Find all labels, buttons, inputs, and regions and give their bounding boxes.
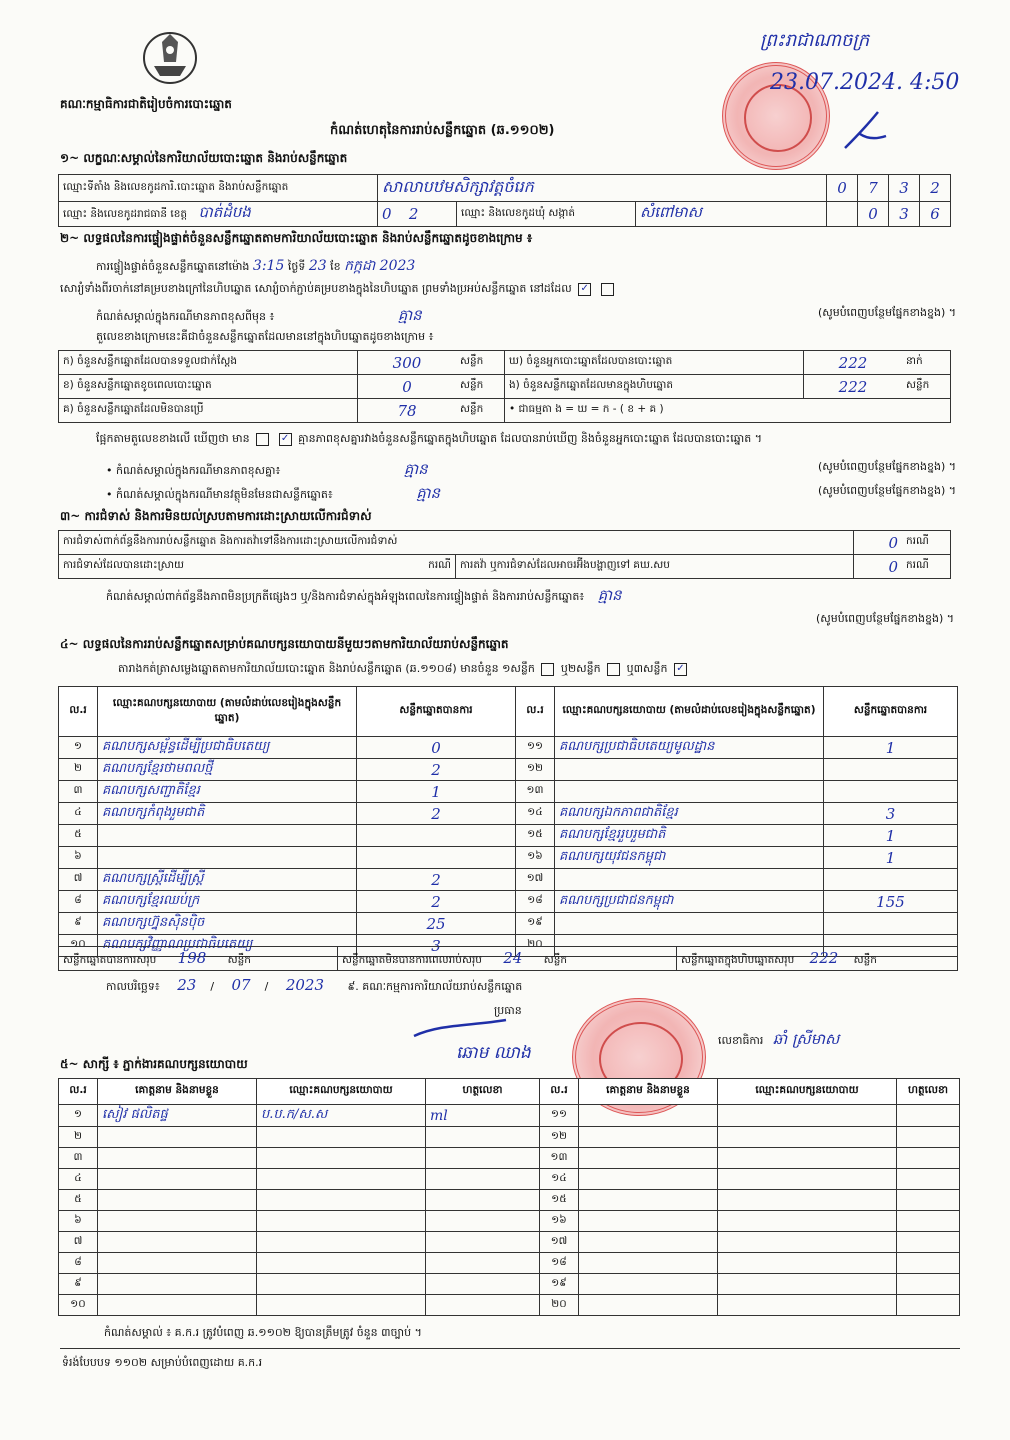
right-votes-cell bbox=[824, 759, 958, 781]
right-votes-cell: 1 bbox=[824, 737, 958, 759]
w-right-name-cell bbox=[579, 1253, 718, 1274]
escalated-value: 0 bbox=[854, 555, 903, 579]
right-votes-cell: 1 bbox=[824, 825, 958, 847]
w-right-party-cell bbox=[718, 1295, 897, 1316]
left-party-cell: គណបក្សសម្ព័ន្ធដើម្បីប្រជាធិបតេយ្យ bbox=[98, 737, 357, 759]
total-valid-unit: សន្លឹក bbox=[227, 953, 251, 966]
w-left-sign-cell bbox=[426, 1295, 540, 1316]
w-left-party-cell bbox=[257, 1211, 426, 1232]
objections-note-label: កំណត់សម្គាល់ពាក់ព័ន្ធនឹងភាពមិនប្រក្រតីផ្សេងៗ ឬ/និងការជំទាស់ក្នុងអំឡុងពេលនៃការផ្ទៀងផ្ទាត់ និងការរាប់សន្លឹកឆ្នោត៖ bbox=[106, 590, 585, 603]
date-day: 23 bbox=[177, 976, 197, 994]
left-party-cell bbox=[98, 825, 357, 847]
objections-fill-note: (សូមបំពេញបន្ថែមផ្នែកខាងខ្នង) ។ bbox=[815, 612, 954, 625]
objections-table bbox=[58, 530, 951, 579]
w-left-name-cell bbox=[98, 1169, 257, 1190]
w-right-sign-cell bbox=[897, 1169, 960, 1190]
right-votes-cell: 1 bbox=[824, 847, 958, 869]
section1-heading: ១~ លក្ខណៈសម្គាល់នៃការិយាល័យបោះឆ្នោត និងរាប់សន្លឹកឆ្នោត bbox=[60, 151, 348, 165]
sheets-opt3: ឬ៣សន្លឹក bbox=[626, 662, 668, 675]
w-right-sign-cell bbox=[897, 1274, 960, 1295]
left-votes-cell: 2 bbox=[357, 803, 516, 825]
station-code-1: 0 bbox=[827, 175, 858, 202]
form-title: កំណត់ហេតុនៃការរាប់សន្លឹកឆ្នោត (ឆ.១១០២) bbox=[330, 123, 555, 138]
w-right-no-cell: ២០ bbox=[540, 1295, 579, 1316]
verify-line-2 bbox=[60, 282, 950, 298]
date-line: កាលបរិច្ឆេទ៖ 23 / 07 / 2023 ៩. គណៈកម្មការការិយាល័យរាប់សន្លឹកឆ្នោត bbox=[106, 976, 523, 994]
w-left-sign-cell bbox=[426, 1148, 540, 1169]
section5-heading: ៥~ សាក្សី ៖ ភ្នាក់ងារគណបក្សនយោបាយ bbox=[60, 1057, 248, 1071]
w-left-name-cell bbox=[98, 1232, 257, 1253]
secretary-line bbox=[718, 1030, 839, 1052]
note1-value: គ្មាន bbox=[403, 460, 428, 478]
result-row bbox=[59, 781, 958, 803]
left-party-cell: គណបក្សកំពុងរួមជាតិ bbox=[98, 803, 357, 825]
w-left-name-cell bbox=[98, 1148, 257, 1169]
unchanged-checkbox[interactable]: ✓ bbox=[578, 283, 591, 296]
left-no-cell: ៦ bbox=[59, 847, 98, 869]
total-box bbox=[677, 947, 958, 971]
w-left-party-cell: ប.ប.ក/ស.ស bbox=[257, 1105, 426, 1127]
w-left-name-cell bbox=[98, 1190, 257, 1211]
w-right-sign-cell bbox=[897, 1253, 960, 1274]
right-party-cell: គណបក្សឯកភាពជាតិខ្មែរ bbox=[555, 803, 824, 825]
left-party-cell: គណបក្សស្ត្រីដើម្បីស្ត្រី bbox=[98, 869, 357, 891]
formula-label: • ជាធម្មតា ង = ឃ = ក - ( ខ + គ ) bbox=[505, 399, 951, 423]
left-votes-cell: 1 bbox=[357, 781, 516, 803]
w-right-name-cell bbox=[579, 1274, 718, 1295]
station-code-2: 7 bbox=[858, 175, 889, 202]
left-votes-cell: 3 bbox=[357, 935, 516, 957]
w-right-no-cell: ១៧ bbox=[540, 1232, 579, 1253]
left-votes-cell bbox=[357, 847, 516, 869]
compare-text: ផ្អែកតាមតួលេខខាងលើ ឃើញថា មាន bbox=[96, 432, 250, 445]
left-party-cell: គណបក្សខ្មែរថាមពលថ្មី bbox=[98, 759, 357, 781]
w-col-sign-right: ហត្ថលេខា bbox=[897, 1079, 960, 1105]
w-right-party-cell bbox=[718, 1127, 897, 1148]
right-no-cell: ១២ bbox=[516, 759, 555, 781]
w-right-name-cell bbox=[579, 1148, 718, 1169]
w-right-name-cell bbox=[579, 1190, 718, 1211]
witness-row bbox=[59, 1232, 960, 1253]
w-col-party-left: ឈ្មោះគណបក្សនយោបាយ bbox=[257, 1079, 426, 1105]
received-value: 300 bbox=[358, 351, 457, 375]
witness-row bbox=[59, 1253, 960, 1274]
objections-row1-unit: ករណី bbox=[902, 531, 951, 555]
chair-label: ប្រធាន bbox=[494, 1004, 522, 1017]
col-no-left: ល.រ bbox=[59, 687, 98, 737]
col-party-left: ឈ្មោះគណបក្សនយោបាយ (តាមលំដាប់លេខរៀងក្នុងសន្លឹកឆ្នោត) bbox=[98, 687, 357, 737]
section4-heading: ៤~ លទ្ធផលនៃការរាប់សន្លឹកឆ្នោតសម្រាប់គណបក្សនយោបាយនីមួយៗតាមការិយាល័យរាប់សន្លឹកឆ្នោត bbox=[60, 637, 509, 651]
w-right-party-cell bbox=[718, 1105, 897, 1127]
commune-code-1: 0 bbox=[858, 202, 889, 227]
section3-heading: ៣~ ការជំទាស់ និងការមិនយល់ស្របតាមការដោះស្រាយលើការជំទាស់ bbox=[60, 509, 372, 523]
objections-row1-label: ការជំទាស់ពាក់ព័ន្ធនឹងការរាប់សន្លឹកឆ្នោត និងការតវ៉ាទៅនឹងការដោះស្រាយលើការជំទាស់ bbox=[59, 531, 854, 555]
witness-row bbox=[59, 1148, 960, 1169]
w-left-party-cell bbox=[257, 1295, 426, 1316]
province-code-2: 2 bbox=[408, 205, 419, 223]
right-votes-cell: 3 bbox=[824, 803, 958, 825]
w-left-no-cell: ២ bbox=[59, 1127, 98, 1148]
reason-fill-note: (សូមបំពេញបន្ថែមផ្នែកខាងខ្នង) ។ bbox=[817, 306, 956, 319]
w-left-party-cell bbox=[257, 1253, 426, 1274]
w-right-name-cell bbox=[579, 1211, 718, 1232]
date-month: 07 bbox=[231, 976, 251, 994]
objections-row1-value: 0 bbox=[854, 531, 903, 555]
w-col-party-right: ឈ្មោះគណបក្សនយោបាយ bbox=[718, 1079, 897, 1105]
left-votes-cell: 0 bbox=[357, 737, 516, 759]
col-votes-left: សន្លឹកឆ្នោតបានការ bbox=[357, 687, 516, 737]
stamp-note: ព្រះរាជាណាចក្រ bbox=[760, 30, 870, 51]
two-sheets-checkbox[interactable] bbox=[607, 663, 620, 676]
verify-day: 23 bbox=[308, 258, 327, 274]
left-party-cell: គណបក្សហ្វ៊ុនស៊ិនប៉ិច bbox=[98, 913, 357, 935]
w-right-no-cell: ១៩ bbox=[540, 1274, 579, 1295]
total-invalid bbox=[338, 947, 677, 971]
escalated-unit: ករណី bbox=[902, 555, 951, 579]
w-right-no-cell: ១១ bbox=[540, 1105, 579, 1127]
reason-line bbox=[96, 306, 956, 328]
witness-row bbox=[59, 1169, 960, 1190]
w-left-sign-cell: ml bbox=[426, 1105, 540, 1127]
w-right-sign-cell bbox=[897, 1211, 960, 1232]
witness-table bbox=[58, 1078, 960, 1316]
right-no-cell: ១៦ bbox=[516, 847, 555, 869]
right-party-cell: គណបក្សប្រជាជនកម្ពុជា bbox=[555, 891, 824, 913]
w-right-party-cell bbox=[718, 1232, 897, 1253]
col-votes-right: សន្លឹកឆ្នោតបានការ bbox=[824, 687, 958, 737]
col-party-right: ឈ្មោះគណបក្សនយោបាយ (តាមលំដាប់លេខរៀងក្នុងសន្លឹកឆ្នោត) bbox=[555, 687, 824, 737]
note1-fill-note: (សូមបំពេញបន្ថែមផ្នែកខាងខ្នង) ។ bbox=[817, 460, 956, 473]
w-col-name-left: គោត្តនាម និងនាមខ្លួន bbox=[98, 1079, 257, 1105]
right-no-cell: ២០ bbox=[516, 935, 555, 957]
signature-mark bbox=[840, 108, 890, 158]
date-year: 2023 bbox=[285, 976, 324, 994]
right-party-cell: គណបក្សយុវជនកម្ពុជា bbox=[555, 847, 824, 869]
objections-note-line bbox=[106, 586, 956, 608]
province-label bbox=[59, 202, 378, 227]
right-party-cell bbox=[555, 781, 824, 803]
w-right-no-cell: ១៣ bbox=[540, 1148, 579, 1169]
sheets-opt2: ឬ២សន្លឹក bbox=[560, 662, 601, 675]
left-votes-cell bbox=[357, 825, 516, 847]
left-votes-cell: 2 bbox=[357, 759, 516, 781]
w-right-sign-cell bbox=[897, 1127, 960, 1148]
w-left-party-cell bbox=[257, 1127, 426, 1148]
total-valid bbox=[59, 947, 338, 971]
footer-divider bbox=[60, 1348, 960, 1349]
secretary-label: លេខាធិការ bbox=[718, 1034, 764, 1047]
result-row bbox=[59, 803, 958, 825]
sheets-text: តារាងកត់ត្រាសម្លេងឆ្នោតតាមការិយាល័យបោះឆ្នោត និងរាប់សន្លឹកឆ្នោត (ឆ.១១០៨) មានចំនួន ១សន្លឹក bbox=[118, 662, 535, 675]
w-right-sign-cell bbox=[897, 1105, 960, 1127]
note2-value: គ្មាន bbox=[416, 484, 441, 502]
verify-time: 3:15 bbox=[252, 258, 285, 274]
w-left-sign-cell bbox=[426, 1190, 540, 1211]
w-col-sign-left: ហត្ថលេខា bbox=[426, 1079, 540, 1105]
w-left-no-cell: ៨ bbox=[59, 1253, 98, 1274]
note2-fill-note: (សូមបំពេញបន្ថែមផ្នែកខាងខ្នង) ។ bbox=[817, 484, 956, 497]
total-box-unit: សន្លឹក bbox=[853, 953, 877, 966]
w-left-no-cell: ៥ bbox=[59, 1190, 98, 1211]
total-valid-value: 198 bbox=[177, 948, 207, 967]
changed-checkbox[interactable] bbox=[601, 283, 614, 296]
right-votes-cell: 155 bbox=[824, 891, 958, 913]
right-votes-cell bbox=[824, 869, 958, 891]
section2-heading: ២~ លទ្ធផលនៃការផ្ទៀងផ្ទាត់ចំនួនសន្លឹកឆ្នោតតាមការិយាល័យបោះឆ្នោត និងរាប់សន្លឹកឆ្នោតដូចខាងក្រោម ៖ bbox=[60, 231, 533, 245]
right-no-cell: ១៨ bbox=[516, 891, 555, 913]
w-right-party-cell bbox=[718, 1169, 897, 1190]
left-no-cell: ៨ bbox=[59, 891, 98, 913]
total-invalid-unit: សន្លឹក bbox=[543, 953, 568, 966]
left-no-cell: ៤ bbox=[59, 803, 98, 825]
spoiled-label: ខ) ចំនួនសន្លឹកឆ្នោតខូចពេលបោះឆ្នោត bbox=[59, 375, 358, 399]
date-label: កាលបរិច្ឆេទ៖ bbox=[106, 980, 160, 993]
total-invalid-label: សន្លឹកឆ្នោតមិនបានការពេលរាប់សរុប bbox=[342, 953, 482, 966]
witness-row bbox=[59, 1274, 960, 1295]
witness-row bbox=[59, 1105, 960, 1127]
w-left-name-cell bbox=[98, 1274, 257, 1295]
witness-row bbox=[59, 1127, 960, 1148]
result-row bbox=[59, 847, 958, 869]
left-no-cell: ១ bbox=[59, 737, 98, 759]
province-label-text: ឈ្មោះ និងលេខកូដរាជធានី ខេត្ត bbox=[63, 208, 188, 220]
province-value: បាត់ដំបង bbox=[198, 203, 251, 221]
w-left-sign-cell bbox=[426, 1274, 540, 1295]
w-right-no-cell: ១៦ bbox=[540, 1211, 579, 1232]
right-party-cell bbox=[555, 913, 824, 935]
spoiled-unit: សន្លឹក bbox=[456, 375, 505, 399]
voters-unit: នាក់ bbox=[902, 351, 951, 375]
w-right-party-cell bbox=[718, 1253, 897, 1274]
committee-label: ៩. គណៈកម្មការការិយាល័យរាប់សន្លឹកឆ្នោត bbox=[347, 980, 523, 993]
w-right-party-cell bbox=[718, 1274, 897, 1295]
w-left-no-cell: ១ bbox=[59, 1105, 98, 1127]
w-right-name-cell bbox=[579, 1127, 718, 1148]
left-party-cell: គណបក្សខ្មែរឈប់ក្រ bbox=[98, 891, 357, 913]
right-votes-cell bbox=[824, 781, 958, 803]
left-no-cell: ៩ bbox=[59, 913, 98, 935]
w-right-no-cell: ១៤ bbox=[540, 1169, 579, 1190]
commune-value: សំពៅមាស bbox=[636, 202, 827, 227]
w-right-name-cell bbox=[579, 1105, 718, 1127]
province-code-1: 0 bbox=[382, 205, 392, 223]
w-left-sign-cell bbox=[426, 1127, 540, 1148]
emblem-icon bbox=[140, 28, 200, 86]
result-row bbox=[59, 825, 958, 847]
w-left-party-cell bbox=[257, 1190, 426, 1211]
w-left-no-cell: ៧ bbox=[59, 1232, 98, 1253]
w-left-sign-cell bbox=[426, 1253, 540, 1274]
note2-line bbox=[106, 484, 956, 506]
commune-code-2: 3 bbox=[889, 202, 920, 227]
station-code-3: 3 bbox=[889, 175, 920, 202]
w-right-sign-cell bbox=[897, 1232, 960, 1253]
result-row bbox=[59, 913, 958, 935]
totals-table bbox=[58, 946, 958, 971]
counts-table bbox=[58, 350, 951, 423]
w-col-no-right: ល.រ bbox=[540, 1079, 579, 1105]
left-votes-cell: 2 bbox=[357, 869, 516, 891]
w-right-sign-cell bbox=[897, 1190, 960, 1211]
stamp-datetime: 23.07.2024. 4:50 bbox=[770, 70, 960, 95]
total-box-value: 222 bbox=[809, 948, 839, 967]
result-row bbox=[59, 759, 958, 781]
w-left-name-cell: សៀវ ផលិតផ្ទ bbox=[98, 1105, 257, 1127]
witness-row bbox=[59, 1190, 960, 1211]
left-no-cell: ២ bbox=[59, 759, 98, 781]
result-row bbox=[59, 891, 958, 913]
w-right-no-cell: ១៨ bbox=[540, 1253, 579, 1274]
w-right-party-cell bbox=[718, 1190, 897, 1211]
w-right-party-cell bbox=[718, 1211, 897, 1232]
one-sheet-checkbox[interactable] bbox=[541, 663, 554, 676]
compare-line bbox=[96, 432, 956, 448]
voters-value: 222 bbox=[804, 351, 903, 375]
w-right-party-cell bbox=[718, 1148, 897, 1169]
spoiled-value: 0 bbox=[358, 375, 457, 399]
station-value: សាលាបឋមសិក្សាវត្តចំរេក bbox=[378, 175, 827, 202]
right-party-cell: គណបក្សប្រជាធិបតេយ្យមូលដ្ឋាន bbox=[555, 737, 824, 759]
reason-value: គ្មាន bbox=[397, 306, 422, 324]
note2-label: • កំណត់សម្គាល់ក្នុងករណីមានវត្ថុមិនមែនជាសន្លឹកឆ្នោត៖ bbox=[106, 488, 333, 501]
right-no-cell: ១៤ bbox=[516, 803, 555, 825]
no-difference-checkbox[interactable]: ✓ bbox=[279, 433, 292, 446]
resolved-unit: ករណី bbox=[267, 555, 456, 579]
w-left-party-cell bbox=[257, 1274, 426, 1295]
unused-unit: សន្លឹក bbox=[456, 399, 505, 423]
voters-label: ឃ) ចំនួនអ្នកបោះឆ្នោតដែលបានបោះឆ្នោត bbox=[505, 351, 804, 375]
commune-spacer bbox=[827, 202, 858, 227]
right-no-cell: ១៧ bbox=[516, 869, 555, 891]
w-left-no-cell: ១០ bbox=[59, 1295, 98, 1316]
verify-line: ការផ្ទៀងផ្ទាត់ចំនួនសន្លឹកឆ្នោតនៅម៉ោង 3:15 ថ្ងៃទី 23 ខែ កក្កដា 2023 bbox=[96, 258, 416, 274]
w-right-no-cell: ១៥ bbox=[540, 1190, 579, 1211]
escalated-label: ការតវ៉ា ឬការជំទាស់ដែលអាចរអ៊ីងបង្ហាញទៅ គឃ.សប bbox=[456, 555, 854, 579]
w-left-sign-cell bbox=[426, 1232, 540, 1253]
total-valid-label: សន្លឹកឆ្នោតបានការសរុប bbox=[63, 953, 157, 966]
w-left-no-cell: ៣ bbox=[59, 1148, 98, 1169]
chair-sign: ឆោម ឈាង bbox=[456, 1043, 531, 1063]
station-label: ឈ្មោះទីតាំង និងលេខកូដការិ.បោះឆ្នោត និងរាប់សន្លឹកឆ្នោត bbox=[59, 175, 378, 202]
total-invalid-value: 24 bbox=[503, 948, 523, 967]
w-left-party-cell bbox=[257, 1169, 426, 1190]
right-no-cell: ១៥ bbox=[516, 825, 555, 847]
committee-name: គណៈកម្មាធិការជាតិរៀបចំការបោះឆ្នោត bbox=[60, 97, 232, 111]
left-votes-cell: 2 bbox=[357, 891, 516, 913]
counts-intro: តួលេខខាងក្រោមនេះគឺជាចំនួនសន្លឹកឆ្នោតដែលមាននៅក្នុងហិបឆ្នោតដូចខាងក្រោម ៖ bbox=[96, 330, 434, 343]
ballots-in-box-value: 222 bbox=[804, 375, 903, 399]
right-votes-cell bbox=[824, 913, 958, 935]
footer-note: កំណត់សម្គាល់ ៖ គ.ក.រ ត្រូវបំពេញ ឆ.១១០២ ឱ្យបានត្រឹមត្រូវ ចំនួន ៣ច្បាប់ ។ bbox=[104, 1326, 422, 1339]
w-left-name-cell bbox=[98, 1127, 257, 1148]
right-no-cell: ១៣ bbox=[516, 781, 555, 803]
right-no-cell: ១១ bbox=[516, 737, 555, 759]
w-right-name-cell bbox=[579, 1232, 718, 1253]
w-left-sign-cell bbox=[426, 1169, 540, 1190]
footer-form: ទំរង់បែបបទ ១១០២ សម្រាប់បំពេញដោយ គ.ក.រ bbox=[62, 1356, 263, 1369]
compare-text2: គ្មានភាពខុសគ្នារវាងចំនួនសន្លឹកឆ្នោតក្នុងហិបឆ្នោត ដែលបានរាប់ឃើញ និងចំនួនអ្នកបោះឆ្នោត ដែលបានបោះឆ្នោត ។ bbox=[298, 432, 762, 445]
verify-text2: សោរ្យំទាំងពីរចាក់នៅគម្របខាងក្រៅនៃហិបឆ្នោត សោរ្យំចាក់ភ្ជាប់គម្របខាងក្នុងនៃហិបឆ្នោត ព្រមទាំងប្រអប់សន្លឹកឆ្នោត នៅដដែល bbox=[60, 282, 572, 295]
total-box-label: សន្លឹកឆ្នោតក្នុងហិបឆ្នោតសរុប bbox=[681, 953, 795, 966]
w-left-name-cell bbox=[98, 1295, 257, 1316]
results-table bbox=[58, 686, 958, 957]
resolved-label: ការជំទាស់ដែលបានដោះស្រាយ bbox=[59, 555, 268, 579]
left-no-cell: ៥ bbox=[59, 825, 98, 847]
three-sheets-checkbox[interactable]: ✓ bbox=[674, 663, 687, 676]
w-left-party-cell bbox=[257, 1232, 426, 1253]
col-no-right: ល.រ bbox=[516, 687, 555, 737]
witness-row bbox=[59, 1211, 960, 1232]
w-left-no-cell: ៦ bbox=[59, 1211, 98, 1232]
left-no-cell: ១០ bbox=[59, 935, 98, 957]
w-right-no-cell: ១២ bbox=[540, 1127, 579, 1148]
difference-checkbox[interactable] bbox=[256, 433, 269, 446]
station-code-4: 2 bbox=[920, 175, 951, 202]
reason-label: កំណត់សម្គាល់ក្នុងករណីមានភាពខុសពីមុន ៖ bbox=[96, 310, 275, 323]
unused-label: គ) ចំនួនសន្លឹកឆ្នោតដែលមិនបានប្រើ bbox=[59, 399, 358, 423]
left-party-cell bbox=[98, 847, 357, 869]
section1-table bbox=[58, 174, 951, 227]
w-col-name-right: គោត្តនាម និងនាមខ្លួន bbox=[579, 1079, 718, 1105]
w-left-party-cell bbox=[257, 1148, 426, 1169]
witness-row bbox=[59, 1295, 960, 1316]
left-no-cell: ៧ bbox=[59, 869, 98, 891]
commune-label: ឈ្មោះ និងលេខកូដឃុំ សង្កាត់ bbox=[457, 202, 636, 227]
w-left-no-cell: ៤ bbox=[59, 1169, 98, 1190]
w-left-sign-cell bbox=[426, 1211, 540, 1232]
w-right-sign-cell bbox=[897, 1148, 960, 1169]
ballots-in-box-label: ង) ចំនួនសន្លឹកឆ្នោតដែលមានក្នុងហិបឆ្នោត bbox=[505, 375, 804, 399]
note1-line bbox=[106, 460, 956, 482]
w-right-name-cell bbox=[579, 1295, 718, 1316]
verify-text: ការផ្ទៀងផ្ទាត់ចំនួនសន្លឹកឆ្នោតនៅម៉ោង bbox=[96, 260, 250, 273]
verify-month-year: កក្កដា 2023 bbox=[344, 258, 416, 274]
w-col-no-left: ល.រ bbox=[59, 1079, 98, 1105]
w-right-sign-cell bbox=[897, 1295, 960, 1316]
w-right-name-cell bbox=[579, 1169, 718, 1190]
secretary-sign: ឆាំ ស្រីមាស bbox=[772, 1030, 840, 1048]
unused-value: 78 bbox=[358, 399, 457, 423]
w-left-name-cell bbox=[98, 1253, 257, 1274]
right-party-cell bbox=[555, 759, 824, 781]
note1-label: • កំណត់សម្គាល់ក្នុងករណីមានភាពខុសគ្នា៖ bbox=[106, 464, 281, 477]
commune-code-3: 6 bbox=[920, 202, 951, 227]
w-left-no-cell: ៩ bbox=[59, 1274, 98, 1295]
left-no-cell: ៣ bbox=[59, 781, 98, 803]
left-votes-cell: 25 bbox=[357, 913, 516, 935]
sheets-line bbox=[118, 662, 690, 678]
right-party-cell: គណបក្សខ្មែររួបរួមជាតិ bbox=[555, 825, 824, 847]
left-party-cell: គណបក្សវិញ្ញាណប្រជាធិបតេយ្យ bbox=[98, 935, 357, 957]
received-unit: សន្លឹក bbox=[456, 351, 505, 375]
left-party-cell: គណបក្សសញ្ជាតិខ្មែរ bbox=[98, 781, 357, 803]
ballots-in-box-unit: សន្លឹក bbox=[902, 375, 951, 399]
right-party-cell bbox=[555, 869, 824, 891]
objections-note-value: គ្មាន bbox=[597, 586, 622, 604]
result-row bbox=[59, 737, 958, 759]
w-left-name-cell bbox=[98, 1211, 257, 1232]
province-code bbox=[378, 202, 457, 227]
received-label: ក) ចំនួនសន្លឹកឆ្នោតដែលបានទទួលជាក់ស្តែង bbox=[59, 351, 358, 375]
right-no-cell: ១៩ bbox=[516, 913, 555, 935]
result-row bbox=[59, 869, 958, 891]
